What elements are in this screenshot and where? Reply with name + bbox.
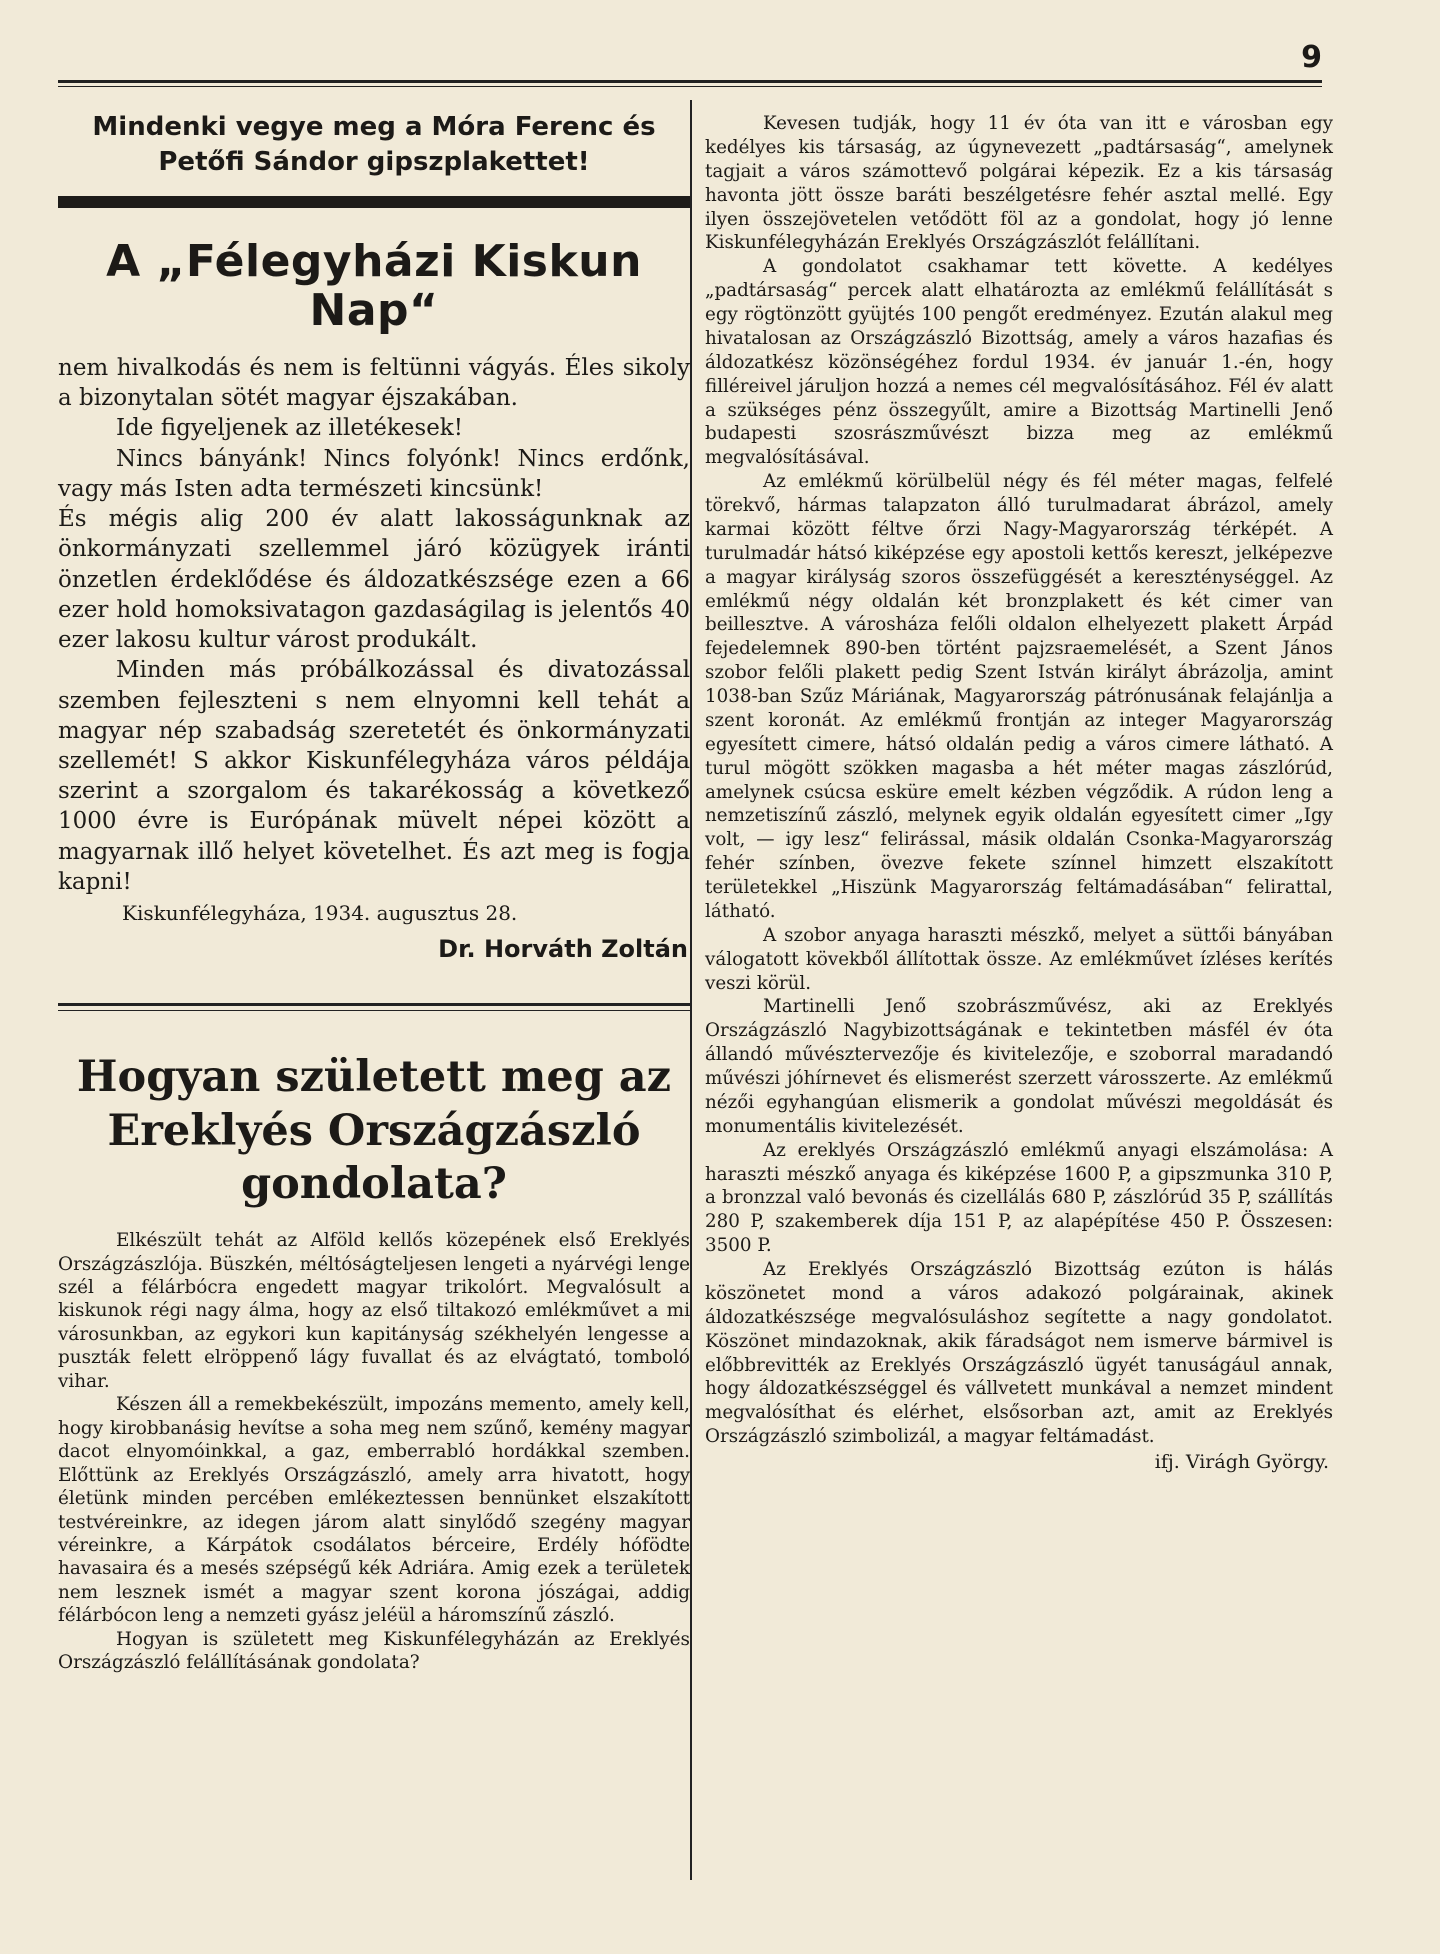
- paragraph: Ide figyeljenek az illetékesek!: [116, 415, 463, 442]
- paragraph: A gondolatot csakhamar tett követte. A kedélyes „padtársaság“ percek alatt elhatározta az emlékmű felállítását s egy rögtönzött gyüjtés 100 pengőt eredményez. Ezután alakul meg hivatalosan az Országzászló Bizottság, amely a város hazafias és áldozatkész közönségéhez fordul 1934. év január 1.-én, hogy filléreivel járuljon hozzá a nemes cél megvalósításához. Fél év alatt a szükséges pénz összegyűlt, amire a Bizottság Martinelli Jenő budapesti szosrászművészt bizza meg az emlékmű megvalósításával.: [705, 256, 1333, 469]
- paragraph: És mégis alig 200 év alatt lakosságunknak az önkormányzati szellemmel járó közügyek iránti önzetlen érdeklődése és áldozatkészsége ezen a 66 ezer hold homoksivatagon gazdaságilag is jelentős 40 ezer lakosu kultur várost produkált.: [58, 506, 690, 654]
- ad-line-1: Mindenki vegye meg a Móra Ferenc és: [92, 112, 656, 142]
- author: Dr. Horváth Zoltán: [438, 935, 688, 964]
- paragraph: Kevesen tudják, hogy 11 év óta van itt e városban egy kedélyes kis társaság, az úgynevezett „padtársaság“, amelynek tagjait a város számottevő polgárai képezik. Ez a kis társaság havonta jött össze baráti beszélgetésre fehér asztal mellé. Egy ilyen összejövetelen vetődött föl az a gondolat, hogy jó lenne Kiskunfélegyházán Ereklyés Országzászlót felállítani.: [705, 113, 1333, 254]
- header-rule-thin: [58, 86, 1322, 87]
- paragraph: Készen áll a remekbekészült, impozáns memento, amely kell, hogy kirobbanásig hevítse a soha meg nem szűnő, kemény magyar dacot elnyomóinkkal, a gaz, emberrabló hordákkal szemben. Előttünk az Ereklyés Országzászló, amely arra hivatott, hogy életünk minden percében emlékeztessen bennünket elszakított testvéreinkre, az idegen járom alatt sinylődő szegény magyar véreinkre, a Kárpátok csodálatos bérceire, Erdély hófödte havasaira és a mesés szépségű kék Adriára. Amig ezek a területek nem lesznek ismét a magyar szent korona jószágai, addig félárbócon leng a nemzeti gyász jeléül a háromszínű zászló.: [58, 1394, 690, 1627]
- page-number: 9: [1301, 40, 1322, 75]
- article-kiskun-nap: [58, 238, 690, 963]
- signature: ifj. Virágh György.: [1154, 1451, 1329, 1473]
- paragraph: Nincs bányánk! Nincs folyónk! Nincs erdőnk, vagy más Isten adta természeti kincsünk!: [58, 445, 690, 502]
- paragraph: nem hivalkodás és nem is feltünni vágyás. Éles sikoly a bizonytalan sötét magyar éjszakában.: [58, 354, 690, 412]
- left-column: [58, 110, 690, 1675]
- paragraph: Martinelli Jenő szobrászművész, aki az Ereklyés Országzászló Nagybizottságának e tekintetben másfél év óta állandó művésztervezője és kivitelezője, e szoborral maradandó művészi jóhírnevet és elismerést szerzett városszerte. Az emlékmű nézői egyhangúan elismerik a gondolat művészi megoldását és monumentális kivitelezését.: [705, 996, 1333, 1137]
- section-bar: [58, 196, 690, 208]
- dateline: Kiskunfélegyháza, 1934. augusztus 28.: [122, 901, 518, 926]
- article-title: A „Félegyházi Kiskun Nap“: [106, 236, 642, 336]
- article-title: [58, 1051, 690, 1211]
- column-rule: [690, 100, 692, 1880]
- section-divider: [58, 1003, 690, 1011]
- paragraph: Az emlékmű körülbelül négy és fél méter magas, felfelé törekvő, hármas talapzaton álló turulmadarat ábrázol, amely karmai között féltve őrzi Nagy-Magyarország térképét. A turulmadár hátsó kiképzése egy apostoli kettős kereszt, jelképezve a magyar királyság szoros összefüggését a kereszténységgel. Az emlékmű négy oldalán két bronzplakett és két cimer van beillesztve. A városháza felőli oldalon elhelyezett plakett Árpád fejedelemnek 890-ben történt pajzsraemelését, a Szent János szobor felőli plakett pedig Szent István királyt ábrázolja, amint 1038-ban Szűz Máriának, Magyarország pátrónusának felajánlja a szent koronát. Az emlékmű frontján az integer Magyarország egyesített cimere, hátsó oldalán pedig a város cimere látható. A turul mögött szökken magasba a hét méter magas zászlórúd, amelynek csúcsa esküre emelt kézben végződik. A rúdon leng a nemzetiszínű zászló, melynek egyik oldalán egyesített cimer „Igy volt, — igy lesz“ felirással, másik oldalán Csonka-Magyarország fehér színben, övezve fekete színnel himzett elszakított területekkel „Hiszünk Magyarország feltámadásában“ felirattal, látható.: [705, 471, 1333, 922]
- paragraph: Minden más próbálkozással és divatozással szemben fejleszteni s nem elnyomni kell tehát a magyar nép szabadság szeretetét és önkormányzati szellemét! S akkor Kiskunfélegyháza város példája szerint a szorgalom és takarékosság a következő 1000 évre is Európának müvelt népei között a magyarnak illő helyet követelhet. És azt meg is fogja kapni!: [58, 657, 690, 895]
- paragraph: Az ereklyés Országzászló emlékmű anyagi elszámolása: A haraszti mészkő anyaga és kiképzése 1600 P, a gipszmunka 310 P, a bronzzal való bevonás és cizellálás 680 P, zászlórúd 35 P, szállítás 280 P, szakemberek díja 151 P, az alapépítése 450 P. Összesen: 3500 P.: [705, 1139, 1333, 1257]
- paragraph: Elkészült tehát az Alföld kellős közepének első Ereklyés Országzászlója. Büszkén, méltóságteljesen lengeti a nyárvégi lenge szél a félárbócra engedett magyar trikolórt. Megvalósult a kiskunok régi nagy álma, hogy az első tiltakozó emlékművet a mi városunkban, az egykori kun kapitányság székhelyén lengesse a puszták felett elröppenő lágy fuvallat és az elvágtató, tomboló vihar.: [58, 1230, 690, 1392]
- header-rule: [58, 80, 1322, 83]
- article-orszagzaszlo: [58, 1051, 690, 1675]
- title-line: gondolata?: [241, 1158, 507, 1209]
- right-column: [705, 112, 1333, 1473]
- paragraph: Hogyan is született meg Kiskunfélegyházán az Ereklyés Országzászló felállításának gondolata?: [58, 1628, 690, 1674]
- title-line: Hogyan született meg az: [76, 1052, 672, 1103]
- paragraph: A szobor anyaga haraszti mészkő, melyet a süttői bányában válogatott kövekből állítottak össze. Az emlékművet ízléses kerítés veszi körül.: [705, 924, 1333, 994]
- section-divider-thin: [58, 1010, 690, 1011]
- title-line: Ereklyés Országzászló: [107, 1105, 641, 1156]
- paragraph: Az Ereklyés Országzászló Bizottság ezúton is hálás köszönetet mond a város adakozó polgárainak, akinek áldozatkészsége megvalósuláshoz segítette a nagy gondolatot. Köszönet mindazoknak, akik fáradságot nem ismerve bármivel is előbbrevitték az Ereklyés Országzászló ügyét tanuságául annak, hogy áldozatkészséggel és vállvetett munkával a nemzet mindent megvalósíthat és elérhet, elsősorban azt, amit az Ereklyés Országzászló szimbolizál, a magyar feltámadást.: [705, 1259, 1333, 1448]
- ad-line-2: Petőfi Sándor gipszplakettet!: [158, 147, 590, 178]
